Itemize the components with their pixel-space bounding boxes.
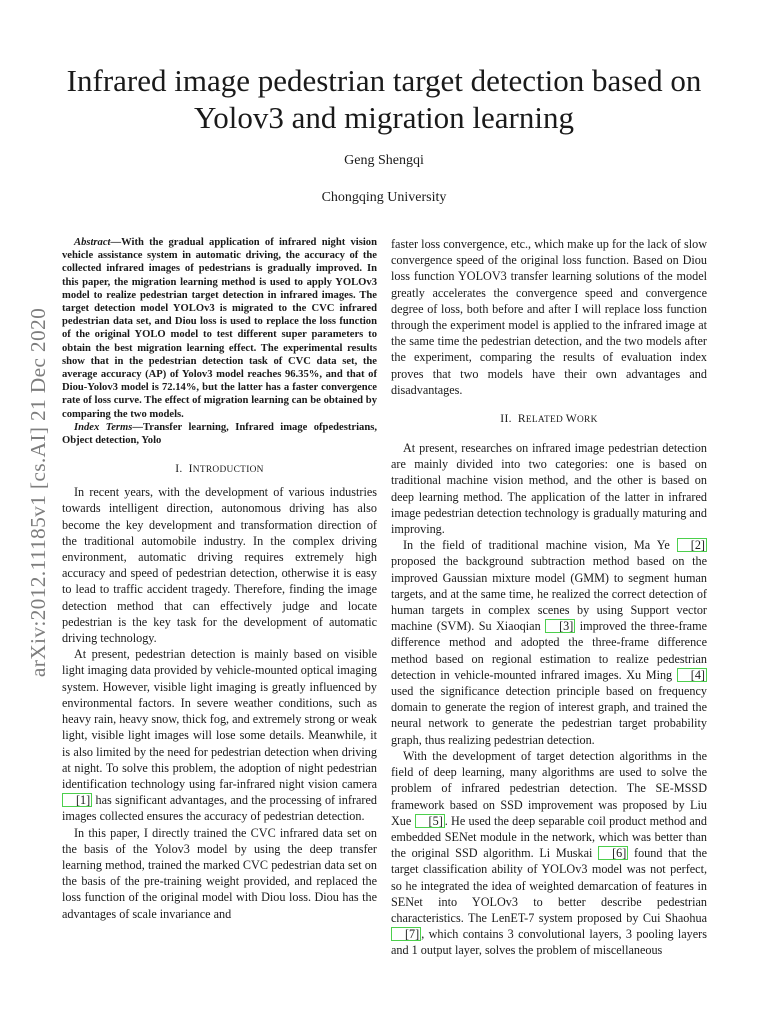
section-title-initial: R bbox=[517, 412, 526, 426]
index-terms-dash: — bbox=[132, 421, 144, 433]
rw-p3-text-c: found that the target classification ability of YOLOv3 model was not perfect, so he integrated the idea of weighted demarcation of features in SENet into YOLOv3 to better describe pedestrian characteristics. The LenET-7 system proposed by Cui Shaohua bbox=[391, 846, 707, 925]
rw-p2-text-d: used the significance detection principle based on frequency domain to generate the region of interest graph, and trained the neural network to generate the pedestrian target probability graph, thus realizing pedestrian detection. bbox=[391, 684, 707, 747]
title-line-2: Yolov3 and migration learning bbox=[193, 100, 574, 135]
right-paragraph-continuation: faster loss convergence, etc., which make up for the lack of slow convergence speed of the original loss function. Based on Diou loss function YOLOV3 transfer learning solutions of the model greatly accelerates the convergence speed and convergence degree of loss, both before and after I will replace loss function through the experiment model is applied to the infrared image at the same time the pedestrian detection, and the two models after the experiment, comparing the results of evaluation index proves that two models have their own advantages and disadvantages. bbox=[391, 237, 707, 397]
rw-p2-text-b: proposed the background subtraction method based on the improved Gaussian mixture model (GMM) to segment human targets, and at the same time, he realized the correct detection of human targets in complex scenes by using Support vector machine (SVM). Su Xiaoqian bbox=[391, 554, 707, 634]
arxiv-identifier bbox=[23, 281, 55, 703]
rw-p2-text-c: improved the three-frame difference method and adopted the three-frame difference method based on regional estimation to realize pedestrian detection in vehicle-mounted infrared images. Xu Ming bbox=[391, 619, 707, 682]
citation-link-2[interactable]: [2] bbox=[677, 538, 707, 552]
abstract-label: Abstract bbox=[74, 237, 111, 248]
section-title-rest: ELATED bbox=[525, 415, 566, 426]
section-title-initial-2: W bbox=[565, 412, 577, 426]
rw-p3-text-b: . He used the deep separable coil product method and embedded SENet module in the network, which was better than the original SSD algorithm. Li Muskai bbox=[391, 813, 707, 861]
intro-paragraph-1: In recent years, with the development of various industries towards intelligent direction, autonomous driving has also become the key development and transformation direction of the traditional automobile industry. In the complex driving environment, automatic driving requires extremely high accuracy and speed of pedestrian detection, otherwise it is easy to lead to traffic accident tragedy. Therefore, finding the image detection method that can effectively judge and locate pedestrian is the key task for the development of automatic driving technology. bbox=[62, 485, 377, 646]
index-terms-label: Index Terms bbox=[74, 421, 133, 433]
abstract-text: With the gradual application of infrared night vision vehicle assistance system in automatic driving, the accuracy of the collected infrared images of pedestrians is gradually improved. In this paper, the migration learning method is used to apply YOLOv3 model to realize pedestrian target detection in infrared images. The target detection model YOLOv3 is migrated to the CVC infrared pedestrian data set, and Diou loss is used to replace the loss function of the original YOLO model to test different super parameters to obtain the best migration learning effect. The experimental results show that in the pedestrian detection task of CVC data set, the average accuracy (AP) of Yolov3 model reaches 96.35%, and that of Diou-Yolov3 model is 72.14%, but the latter has a faster convergence rate of loss curve. The effect of migration learning can be obtained by comparing the two models. bbox=[62, 237, 377, 420]
related-work-paragraph-2 bbox=[391, 537, 707, 748]
intro-paragraph-2 bbox=[62, 646, 377, 824]
related-work-paragraph-3 bbox=[391, 748, 707, 959]
citation-link-4[interactable]: [4] bbox=[677, 668, 707, 682]
abstract-dash: — bbox=[110, 237, 122, 248]
title-line-1: Infrared image pedestrian target detection based on bbox=[66, 63, 702, 98]
section-title-rest-2: ORK bbox=[576, 415, 598, 426]
citation-link-5[interactable]: [5] bbox=[415, 814, 445, 828]
related-work-paragraph-1: At present, researches on infrared image pedestrian detection are mainly divided into two categories: one is based on traditional machine vision method, and the other is based on deep learning method. The application of the latter in infrared image pedestrian detection technology is gradually maturing and improving. bbox=[391, 441, 707, 537]
author-name: Geng Shengqi bbox=[344, 153, 424, 168]
section-heading-introduction bbox=[62, 462, 377, 477]
section-title-rest: NTRODUCTION bbox=[192, 465, 264, 476]
rw-p2-text-a: In the field of traditional machine vision, Ma Ye bbox=[403, 538, 677, 553]
abstract bbox=[62, 236, 377, 421]
citation-link-3[interactable]: [3] bbox=[545, 619, 575, 633]
intro-p2-text-b: has significant advantages, and the processing of infrared images collected ensures the accuracy of pedestrian detection. bbox=[62, 793, 377, 824]
section-title-initial: I bbox=[188, 462, 193, 476]
section-number: II. bbox=[500, 412, 512, 426]
section-number: I. bbox=[175, 462, 183, 476]
author-affiliation: Chongqing University bbox=[321, 190, 447, 205]
index-terms-text: Transfer learning, Infrared image ofpedestrians, Object detection, Yolo bbox=[62, 421, 377, 447]
citation-link-6[interactable]: [6] bbox=[598, 846, 628, 860]
arxiv-identifier-text: arXiv:2012.11185v1 [cs.AI] 21 Dec 2020 bbox=[26, 307, 51, 677]
section-heading-related-work bbox=[391, 412, 707, 427]
intro-p2-text-a: At present, pedestrian detection is mainly based on visible light imaging data provided by vehicle-mounted optical imaging system. However, visible light imaging is greatly influenced by environmental factors. In severe weather conditions, such as heavy rain, heavy snow, thick fog, and extremely strong or weak light, visible light images will lose some details. Meanwhile, it is also limited by the need for pedestrian detection when driving at night. To solve this problem, the adoption of night pedestrian identification technology using far-infrared night vision camera bbox=[62, 647, 377, 791]
rw-p3-text-d: , which contains 3 convolutional layers, 3 pooling layers and 1 output layer, solves the problem of miscellaneous bbox=[391, 927, 707, 958]
citation-link-1[interactable]: [1] bbox=[62, 793, 92, 807]
intro-paragraph-3: In this paper, I directly trained the CVC infrared data set on the basis of the Yolov3 model by using the deep transfer learning method, trained the marked CVC pedestrian data set on the basis of the pre-training weight provided, and replaced the loss function of the original model with Diou loss. Diou has the advantages of scale invariance and bbox=[62, 825, 377, 921]
citation-link-7[interactable]: [7] bbox=[391, 927, 421, 941]
rw-p3-text-a: With the development of target detection algorithms in the field of deep learning, many algorithms are used to solve the problem of infrared pedestrian detection. The SE-MSSD framework based on SSD improvement was proposed by Liu Xue bbox=[391, 748, 707, 828]
left-column bbox=[62, 236, 377, 922]
paper-title bbox=[40, 62, 728, 136]
right-column bbox=[391, 236, 707, 959]
index-terms bbox=[62, 421, 377, 447]
